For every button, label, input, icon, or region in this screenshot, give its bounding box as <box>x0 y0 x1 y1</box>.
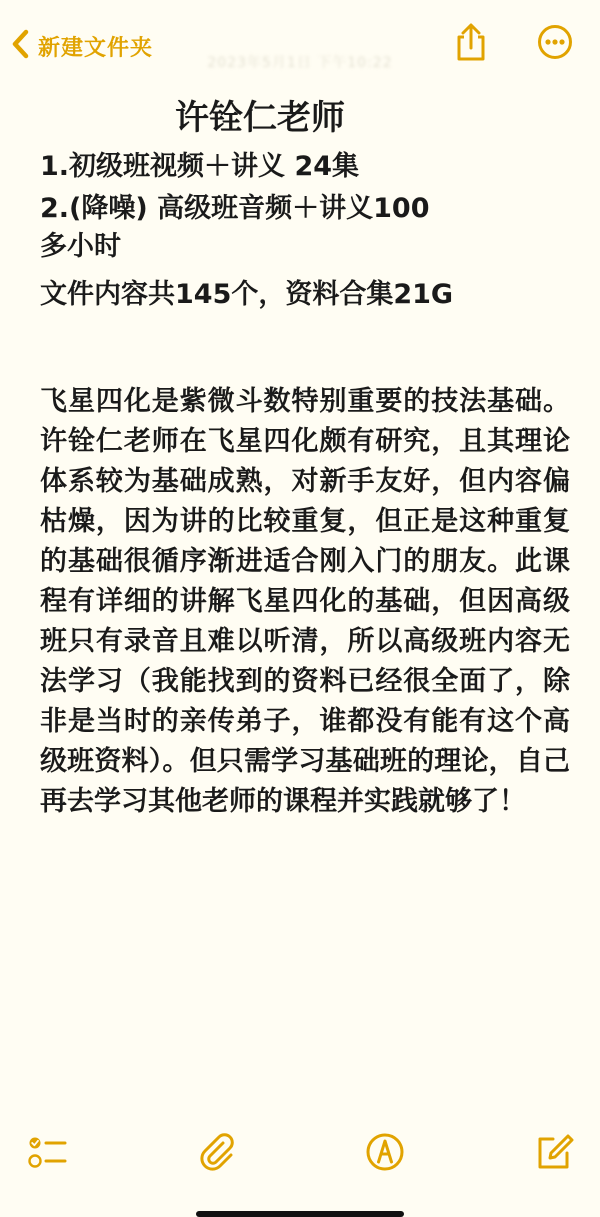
share-button[interactable] <box>449 22 493 66</box>
markup-pen-icon <box>365 1132 405 1176</box>
note-line-2: 2.(降噪) 高级班音频＋讲义100 <box>40 193 430 224</box>
bottom-toolbar <box>0 1122 600 1182</box>
navigation-bar <box>0 0 600 90</box>
more-button[interactable] <box>533 22 577 66</box>
paperclip-icon <box>197 1131 237 1177</box>
checklist-button[interactable] <box>24 1130 72 1178</box>
compose-icon <box>534 1132 574 1176</box>
more-icon <box>537 24 573 64</box>
note-line-3: 文件内容共145个，资料合集21G <box>40 279 454 310</box>
attachment-button[interactable] <box>193 1130 241 1178</box>
checklist-icon <box>27 1134 69 1174</box>
note-content[interactable] <box>40 92 570 822</box>
note-line-2-continued: 多小时 <box>40 231 121 262</box>
note-line-1: 1.初级班视频＋讲义 24集 <box>40 151 360 182</box>
home-indicator[interactable] <box>196 1211 404 1217</box>
markup-button[interactable] <box>361 1130 409 1178</box>
back-button-label: 新建文件夹 <box>38 35 154 61</box>
note-timestamp: 2023年5月1日 下午10:22 <box>207 55 393 71</box>
compose-button[interactable] <box>530 1130 578 1178</box>
note-body: 飞星四化是紫微斗数特别重要的技法基础。许铨仁老师在飞星四化颇有研究，且其理论体系较为基础成熟，对新手友好，但内容偏枯燥，因为讲的比较重复，但正是这种重复的基础很循序渐进适合刚入门的朋友。此课程有详细的讲解飞星四化的基础，但因高级班只有录音且难以听清，所以高级班内容无法学习（我能找到的资料已经很全面了，除非是当时的亲传弟子，谁都没有能有这个高级班资料）。但只需学习基础班的理论，自己再去学习其他老师的课程并实践就够了！ <box>40 386 570 817</box>
share-icon <box>453 22 489 66</box>
note-title: 许铨仁老师 <box>175 98 345 138</box>
